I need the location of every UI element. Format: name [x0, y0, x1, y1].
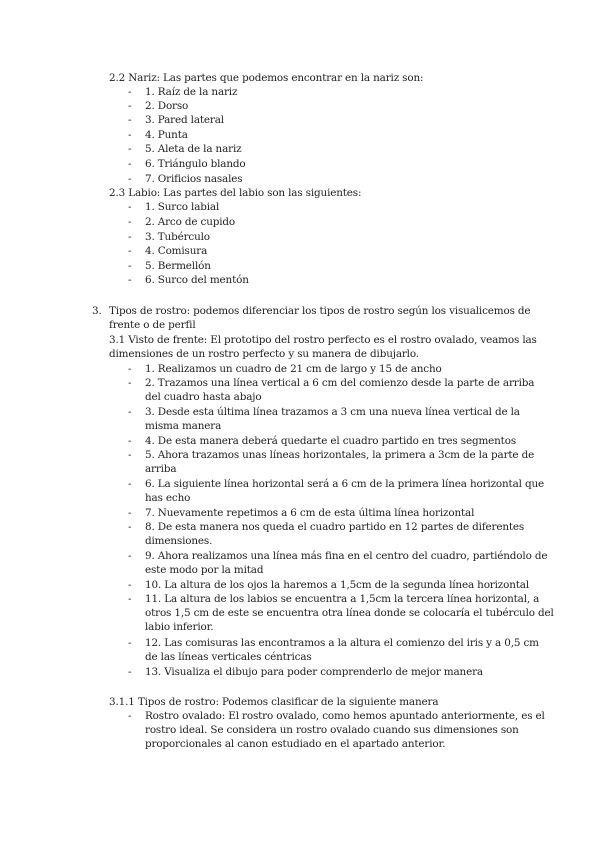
- list-item: 4. De esta manera deberá quedarte el cuadro partido en tres segmentos: [145, 435, 516, 447]
- list-item: 3. Tubérculo: [145, 231, 210, 243]
- list-bullet: -: [128, 637, 132, 649]
- list-bullet: -: [128, 521, 132, 533]
- list-item: 5. Ahora trazamos unas líneas horizontales, la primera a 3cm de la parte de: [145, 449, 535, 461]
- list-bullet: -: [128, 478, 132, 490]
- list-item: 11. La altura de los labios se encuentra a 1,5cm la tercera línea horizontal, a: [145, 593, 540, 605]
- list-bullet: -: [128, 435, 132, 447]
- tipos-subheading: 3.1.1 Tipos de rostro: Podemos clasificar de la siguiente manera: [109, 696, 439, 708]
- list-bullet: -: [128, 86, 132, 98]
- list-bullet: -: [128, 201, 132, 213]
- list-item: 7. Orificios nasales: [145, 173, 243, 185]
- list-item-continuation: otros 1,5 cm de este se encuentra otra línea donde se colocaría el tubérculo del: [145, 607, 554, 619]
- list-item-continuation: dimensiones.: [145, 535, 213, 547]
- list-item: 4. Comisura: [145, 245, 208, 257]
- tipos-intro-line: Tipos de rostro: podemos diferenciar los tipos de rostro según los visualicemos de: [109, 305, 531, 317]
- list-item-continuation: proporcionales al canon estudiado en el apartado anterior.: [145, 738, 446, 750]
- list-bullet: -: [128, 143, 132, 155]
- list-bullet: -: [128, 593, 132, 605]
- list-bullet: -: [128, 158, 132, 170]
- list-item: 7. Nuevamente repetimos a 6 cm de esta última línea horizontal: [145, 507, 475, 519]
- list-bullet: -: [128, 129, 132, 141]
- list-item: 8. De esta manera nos queda el cuadro partido en 12 partes de diferentes: [145, 521, 525, 533]
- list-item-continuation: labio inferior.: [145, 621, 214, 633]
- list-item: 6. Surco del mentón: [145, 274, 249, 286]
- list-item: 6. Triángulo blando: [145, 158, 246, 170]
- list-bullet: -: [128, 449, 132, 461]
- list-item: 10. La altura de los ojos la haremos a 1,5cm de la segunda línea horizontal: [145, 579, 530, 591]
- list-bullet: -: [128, 114, 132, 126]
- frente-heading-line: dimensiones de un rostro perfecto y su manera de dibujarlo.: [109, 348, 419, 360]
- list-item: 2. Arco de cupido: [145, 216, 236, 228]
- list-bullet: -: [128, 507, 132, 519]
- list-bullet: -: [128, 216, 132, 228]
- list-item: 1. Realizamos un cuadro de 21 cm de largo y 15 de ancho: [145, 363, 442, 375]
- list-item-continuation: has echo: [145, 492, 191, 504]
- list-item: 4. Punta: [145, 129, 188, 141]
- list-item: 5. Bermellón: [145, 260, 211, 272]
- list-item-continuation: rostro ideal. Se considera un rostro ovalado cuando sus dimensiones son: [145, 724, 519, 736]
- section-number: 3.: [92, 305, 102, 317]
- list-item: 2. Trazamos una línea vertical a 6 cm del comienzo desde la parte de arriba: [145, 377, 535, 389]
- list-item: 3. Pared lateral: [145, 114, 224, 126]
- tipos-intro-line: frente o de perfil: [109, 319, 196, 331]
- list-bullet: -: [128, 710, 132, 722]
- list-bullet: -: [128, 363, 132, 375]
- list-item: Rostro ovalado: El rostro ovalado, como hemos apuntado anteriormente, es el: [145, 710, 545, 722]
- list-bullet: -: [128, 274, 132, 286]
- labio-heading: 2.3 Labio: Las partes del labio son las siguientes:: [109, 187, 362, 199]
- list-item-continuation: arriba: [145, 463, 177, 475]
- nariz-heading: 2.2 Nariz: Las partes que podemos encontrar en la nariz son:: [109, 72, 424, 84]
- list-bullet: -: [128, 579, 132, 591]
- list-bullet: -: [128, 550, 132, 562]
- list-item: 3. Desde esta última línea trazamos a 3 cm una nueva línea vertical de la: [145, 406, 520, 418]
- list-item: 1. Surco labial: [145, 201, 220, 213]
- list-item-continuation: misma manera: [145, 420, 222, 432]
- list-bullet: -: [128, 245, 132, 257]
- list-item: 2. Dorso: [145, 100, 189, 112]
- frente-heading-line: 3.1 Visto de frente: El prototipo del rostro perfecto es el rostro ovalado, veamos las: [109, 334, 537, 346]
- list-bullet: -: [128, 377, 132, 389]
- list-item-continuation: este modo por la mitad: [145, 564, 264, 576]
- list-bullet: -: [128, 173, 132, 185]
- list-item-continuation: del cuadro hasta abajo: [145, 391, 262, 403]
- list-item: 6. La siguiente línea horizontal será a 6 cm de la primera línea horizontal que: [145, 478, 544, 490]
- list-item: 12. Las comisuras las encontramos a la altura el comienzo del iris y a 0,5 cm: [145, 637, 539, 649]
- list-bullet: -: [128, 100, 132, 112]
- list-item: 1. Raíz de la nariz: [145, 86, 238, 98]
- list-item: 9. Ahora realizamos una línea más fina en el centro del cuadro, partiéndolo de: [145, 550, 548, 562]
- list-bullet: -: [128, 406, 132, 418]
- list-bullet: -: [128, 231, 132, 243]
- list-bullet: -: [128, 666, 132, 678]
- list-item: 5. Aleta de la nariz: [145, 143, 242, 155]
- list-item: 13. Visualiza el dibujo para poder comprenderlo de mejor manera: [145, 666, 483, 678]
- list-item-continuation: de las líneas verticales céntricas: [145, 651, 312, 663]
- list-bullet: -: [128, 260, 132, 272]
